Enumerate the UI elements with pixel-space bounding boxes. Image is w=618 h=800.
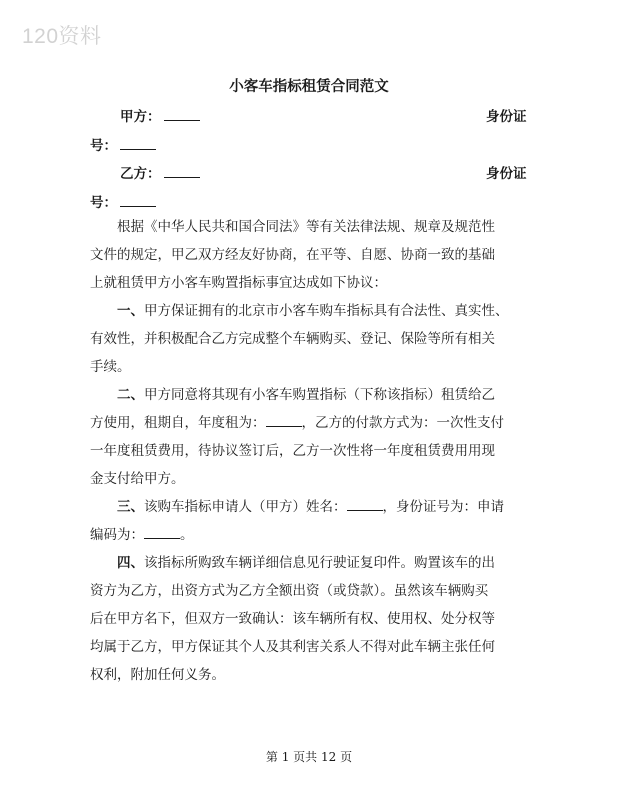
- party-b-label: 乙方：: [120, 166, 161, 182]
- watermark-logo: 120资料: [22, 25, 102, 48]
- clause-1-text: 甲方保证拥有的北京市小客车购车指标具有合法性、真实性、: [144, 303, 509, 319]
- party-a-id-blank: [120, 136, 156, 150]
- rent-amount-blank: [266, 413, 302, 427]
- party-b-line: [120, 162, 200, 182]
- clause-1-number: 一、: [117, 303, 144, 319]
- clause-2-line: 一年度租赁费用，待协议签订后，乙方一次性将一年度租赁费用用现: [90, 443, 495, 459]
- clause-3-period: 。: [180, 527, 194, 543]
- party-b-id-line: [90, 191, 156, 211]
- clause-2-line: [90, 409, 530, 437]
- party-a-name-blank: [164, 107, 200, 121]
- clause-1: [90, 297, 530, 325]
- party-a-id-label-cont: 号：: [90, 138, 117, 154]
- intro-line: 文件的规定，甲乙双方经友好协商，在平等、自愿、协商一致的基础: [90, 247, 495, 263]
- party-b-id-label: 身份证: [486, 166, 527, 182]
- clause-2-number: 二、: [117, 387, 144, 403]
- clause-3-number: 三、: [117, 499, 144, 515]
- clause-1-line: 有效性，并积极配合乙方完成整个车辆购买、登记、保险等所有相关: [90, 331, 495, 347]
- document-title: 小客车指标租赁合同范文: [229, 79, 389, 95]
- intro-line: 根据《中华人民共和国合同法》等有关法律法规、规章及规范性: [117, 219, 495, 235]
- party-a-id-label: 身份证: [486, 109, 527, 125]
- intro-line: 上就租赁甲方小客车购置指标事宜达成如下协议：: [90, 275, 387, 291]
- applicant-name-blank: [347, 497, 383, 511]
- clause-4-line: 权利，附加任何义务。: [90, 667, 225, 683]
- clause-4: [90, 549, 530, 577]
- clause-3-text: 该购车指标申请人（甲方）姓名：: [144, 499, 347, 515]
- party-b-name-blank: [164, 164, 200, 178]
- clause-2-payment-text: ，乙方的付款方式为：一次性支付: [301, 415, 504, 431]
- page-footer: 第 1 页共 12 页: [265, 750, 353, 764]
- party-a-label: 甲方：: [120, 109, 161, 125]
- clause-4-line: 后在甲方名下，但双方一致确认：该车辆所有权、使用权、处分权等: [90, 611, 495, 627]
- clause-3-id-text: ，身份证号为：申请: [382, 499, 504, 515]
- party-a-id-line: [90, 134, 156, 154]
- clause-4-line: 均属于乙方，甲方保证其个人及其利害关系人不得对此车辆主张任何: [90, 639, 495, 655]
- application-code-blank: [144, 525, 180, 539]
- clause-3-line: [90, 521, 530, 549]
- clause-4-line: 资方为乙方，出资方式为乙方全额出资（或贷款）。虽然该车辆购买: [90, 583, 489, 599]
- party-a-line: [120, 105, 200, 125]
- clause-2-text: 甲方同意将其现有小客车购置指标（下称该指标）租赁给乙: [144, 387, 495, 403]
- clause-2: [90, 381, 530, 409]
- clause-2-rent-text: 方使用，租期自，年度租为：: [90, 415, 266, 431]
- clause-4-text: 该指标所购致车辆详细信息见行驶证复印件。购置该车的出: [144, 555, 495, 571]
- clause-1-line: 手续。: [90, 359, 131, 375]
- clause-3: [90, 493, 530, 521]
- contract-body: [90, 213, 530, 689]
- party-b-id-label-cont: 号：: [90, 195, 117, 211]
- clause-4-number: 四、: [117, 555, 144, 571]
- party-b-id-blank: [120, 193, 156, 207]
- clause-2-line: 金支付给甲方。: [90, 471, 185, 487]
- clause-3-code-text: 编码为：: [90, 527, 144, 543]
